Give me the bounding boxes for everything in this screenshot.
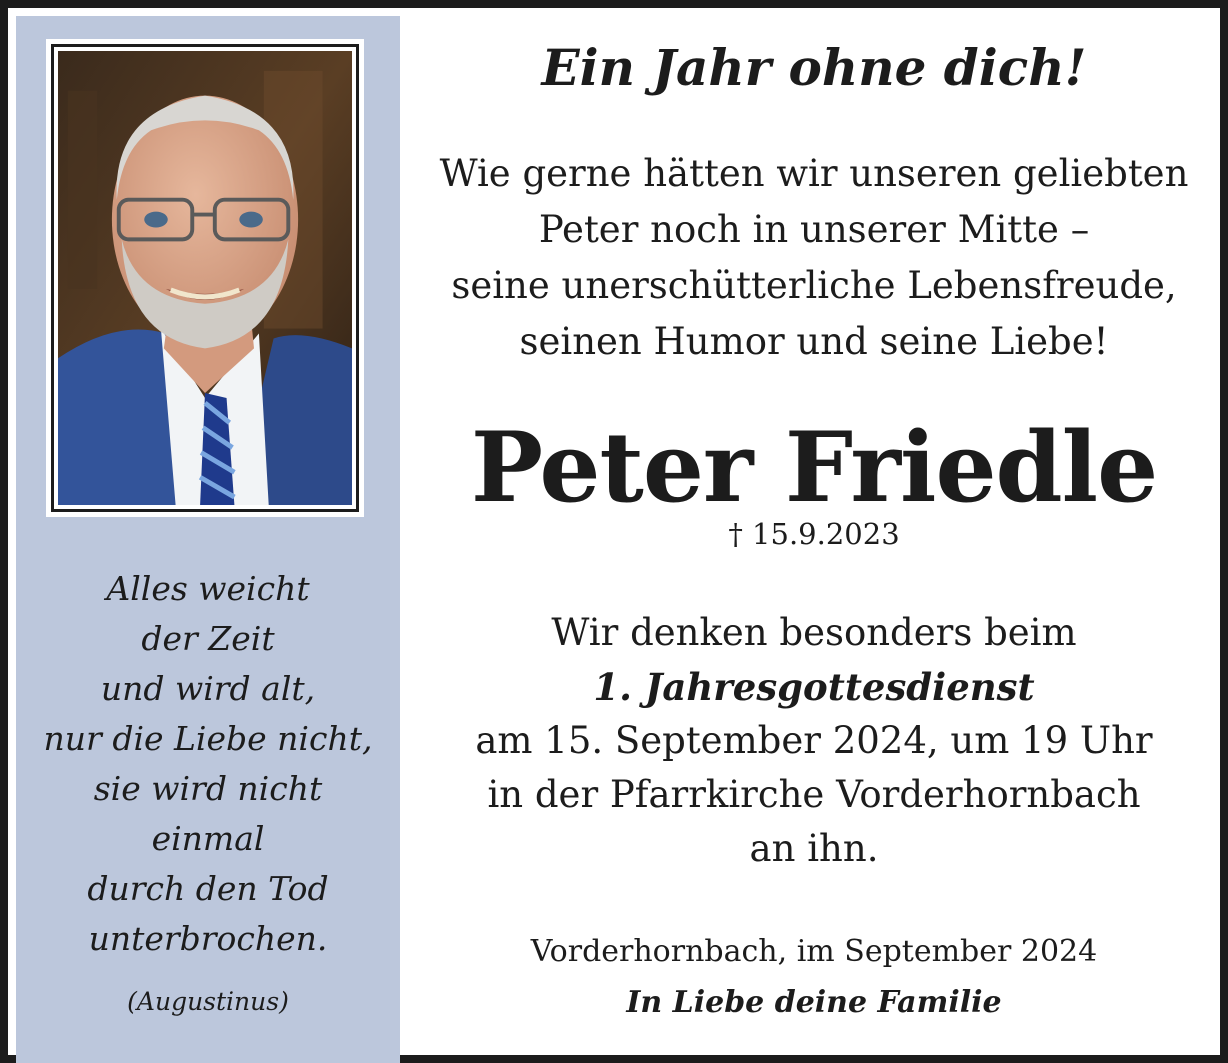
headline: Ein Jahr ohne dich! [541, 38, 1087, 97]
quote-line: unterbrochen. [88, 919, 328, 958]
quote-line: und wird alt, [100, 669, 316, 708]
intro-line: Peter noch in unserer Mitte – [538, 208, 1090, 251]
intro-line: seinen Humor und seine Liebe! [519, 320, 1109, 363]
intro-line: seine unerschütterliche Lebensfreude, [451, 264, 1177, 307]
portrait-photo [51, 44, 359, 512]
remembrance-line: Wir denken besonders beim [551, 611, 1077, 654]
portrait-frame [46, 39, 364, 517]
quote-line: der Zeit [141, 619, 275, 658]
quote-line: einmal [151, 819, 265, 858]
death-date: † 15.9.2023 [728, 517, 900, 551]
remembrance-service-title: 1. Jahresgottesdienst [593, 665, 1035, 709]
quote-line: Alles weicht [106, 569, 310, 608]
quote-line: nur die Liebe nicht, [43, 719, 373, 758]
intro-line: Wie gerne hätten wir unseren geliebten [439, 152, 1189, 195]
remembrance-line: am 15. September 2024, um 19 Uhr [475, 719, 1153, 762]
quote-text [16, 564, 400, 964]
quote-author: (Augustinus) [127, 987, 289, 1016]
remembrance-line: in der Pfarrkirche Vorderhornbach [487, 773, 1141, 816]
remembrance-line: an ihn. [749, 827, 879, 870]
main-content [400, 16, 1228, 1063]
remembrance-text [400, 606, 1228, 876]
sidebar [16, 16, 400, 1063]
quote-line: durch den Tod [87, 869, 329, 908]
intro-text [400, 146, 1228, 370]
signature: In Liebe deine Familie [626, 985, 1002, 1020]
place-date: Vorderhornbach, im September 2024 [530, 934, 1098, 969]
deceased-name: Peter Friedle [470, 411, 1158, 524]
quote-line: sie wird nicht [93, 769, 323, 808]
